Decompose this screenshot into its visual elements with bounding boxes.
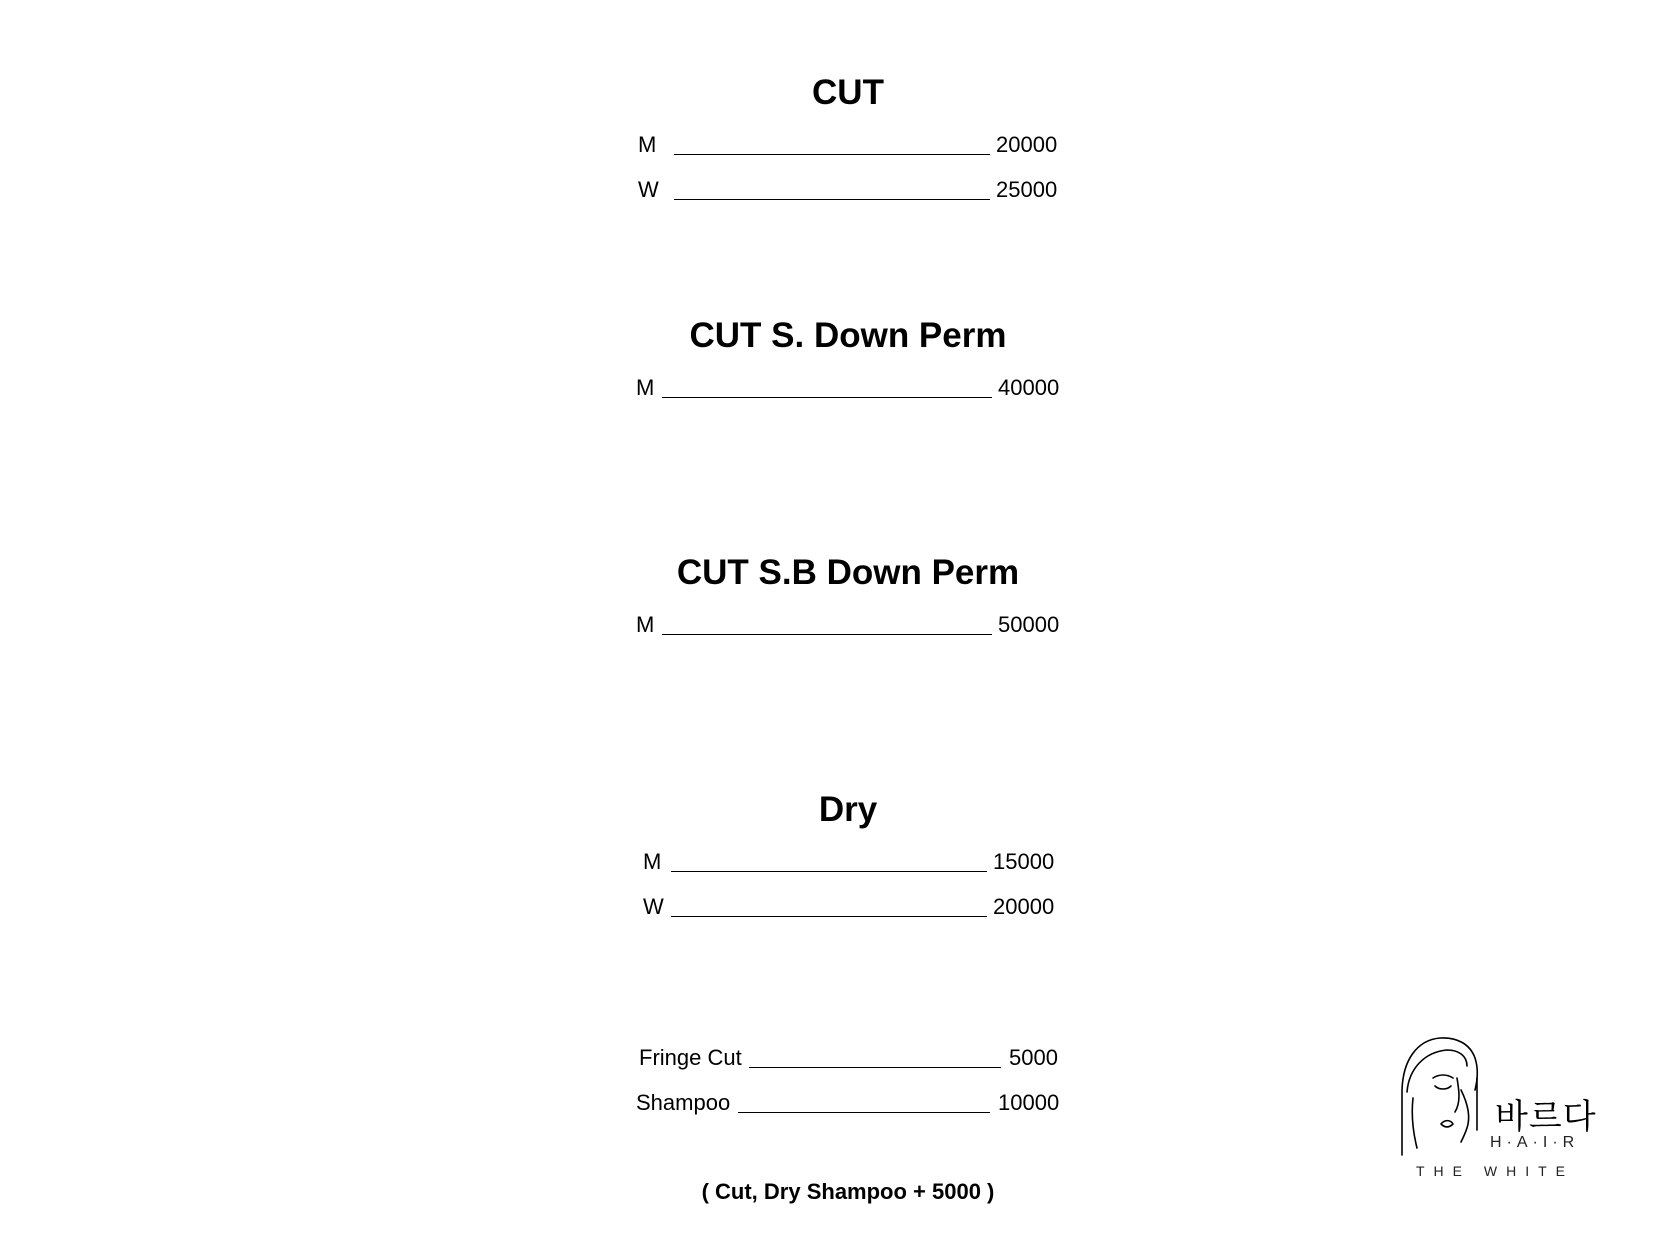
row-leader-line (671, 896, 987, 917)
row-key: M (636, 375, 655, 400)
row-key: M (636, 612, 655, 637)
row-leader-line (662, 614, 992, 635)
row-price: 25000 (996, 177, 1058, 202)
row-leader-line (674, 134, 990, 155)
row-key: M (643, 849, 662, 874)
row-price: 40000 (998, 375, 1060, 400)
section-title-dry: Dry (818, 790, 878, 829)
row-leader-line (738, 1092, 990, 1113)
row-key: W (638, 177, 659, 202)
section-title-cut: CUT (812, 73, 884, 112)
row-price: 50000 (998, 612, 1060, 637)
logo-subtitle: THE WHITE (1416, 1163, 1574, 1179)
row-leader-line (662, 377, 992, 398)
price-row (643, 893, 1054, 921)
price-row (636, 611, 1059, 639)
price-row-shampoo (636, 1089, 1059, 1117)
row-leader-line (671, 851, 987, 872)
footnote: ( Cut, Dry Shampoo + 5000 ) (701, 1179, 995, 1204)
row-key: M (638, 132, 657, 157)
row-price: 15000 (993, 849, 1055, 874)
row-price: 20000 (996, 132, 1058, 157)
logo-korean-wordmark: 바르다 (1495, 1097, 1597, 1137)
price-row (638, 176, 1057, 204)
price-row (638, 131, 1057, 159)
row-price: 10000 (998, 1090, 1060, 1115)
row-price: 20000 (993, 894, 1055, 919)
row-key: W (643, 894, 664, 919)
logo-hair-label: H·A·I·R (1490, 1134, 1580, 1151)
section-title-cut-sb-down-perm: CUT S.B Down Perm (676, 553, 1020, 592)
price-row (643, 848, 1054, 876)
price-row (636, 374, 1059, 402)
row-leader-line (749, 1047, 1001, 1068)
row-leader-line (674, 179, 990, 200)
row-key: Shampoo (636, 1090, 731, 1115)
row-key: Fringe Cut (639, 1045, 742, 1070)
price-row-fringe-cut (639, 1044, 1058, 1072)
row-price: 5000 (1009, 1045, 1058, 1070)
section-title-cut-s-down-perm: CUT S. Down Perm (689, 316, 1007, 355)
